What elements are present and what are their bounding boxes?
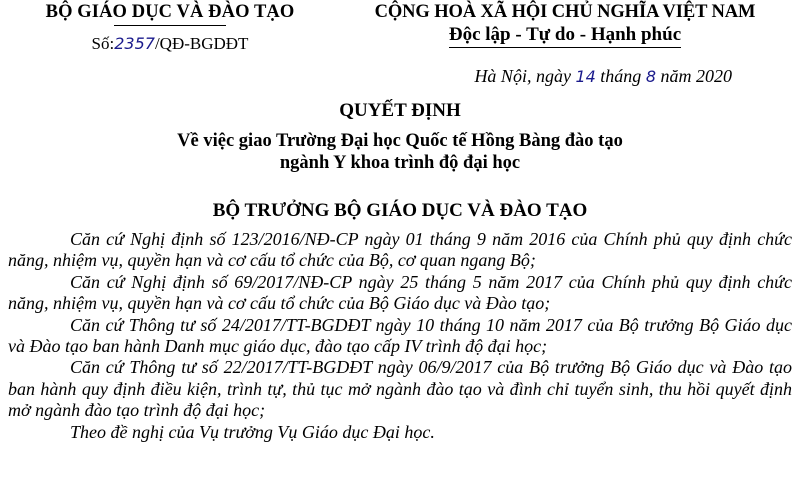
national-header-block xyxy=(330,2,800,48)
document-number-handwritten: 2357 xyxy=(114,34,155,54)
subject-line-1: Về việc giao Trường Đại học Quốc tế Hồng Bàng đào tạo xyxy=(177,131,623,151)
national-title: CỘNG HOÀ XÃ HỘI CHỦ NGHĨA VIỆT NAM xyxy=(374,2,756,22)
document-number-prefix: Số: xyxy=(91,34,115,54)
subject-line-2: ngành Y khoa trình độ đại học xyxy=(279,153,521,173)
legal-basis xyxy=(8,229,792,443)
place-and-date xyxy=(474,66,732,87)
date-day-handwritten: 14 xyxy=(575,67,596,86)
issuing-agency-block xyxy=(0,2,340,54)
legal-basis-paragraph: Căn cứ Nghị định số 123/2016/NĐ-CP ngày 01 tháng 9 năm 2016 của Chính phủ quy định chức năng, nhiệm vụ, quyền hạn và cơ cấu tổ chức của Bộ, cơ quan ngang Bộ; xyxy=(8,229,792,271)
date-year: năm 2020 xyxy=(660,66,732,86)
document-number-suffix: /QĐ-BGDĐT xyxy=(154,34,249,54)
national-motto-text: Độc lập - Tự do - Hạnh phúc xyxy=(448,24,682,45)
date-month-handwritten: 8 xyxy=(645,67,656,86)
motto-underline xyxy=(449,47,681,48)
national-motto xyxy=(449,24,681,48)
issuing-agency: BỘ GIÁO DỤC VÀ ĐÀO TẠO xyxy=(45,2,295,22)
agency-underline xyxy=(114,25,226,26)
legal-basis-paragraph: Căn cứ Thông tư số 22/2017/TT-BGDĐT ngày 06/9/2017 của Bộ trưởng Bộ Giáo dục và Đào tạo ban hành quy định điều kiện, trình tự, thủ tục mở ngành đào tạo và đình chỉ tuyển sinh, thu hồi quyết định mở ngành đào tạo trình độ đại học; xyxy=(8,357,792,421)
document-subject xyxy=(0,130,800,174)
legal-basis-paragraph: Căn cứ Thông tư số 24/2017/TT-BGDĐT ngày 10 tháng 10 năm 2017 của Bộ trưởng Bộ Giáo dục và Đào tạo ban hành Danh mục giáo dục, đào tạo cấp IV trình độ đại học; xyxy=(8,314,792,357)
document-title: QUYẾT ĐỊNH xyxy=(339,100,461,121)
legal-basis-paragraph: Căn cứ Nghị định số 69/2017/NĐ-CP ngày 25 tháng 5 năm 2017 của Chính phủ quy định chức năng, nhiệm vụ, quyền hạn và cơ cấu tổ chức của Bộ Giáo dục và Đào tạo; xyxy=(8,271,792,314)
document-number xyxy=(0,34,340,54)
place-date-prefix: Hà Nội, ngày xyxy=(474,66,571,86)
legal-basis-paragraph: Theo đề nghị của Vụ trưởng Vụ Giáo dục Đại học. xyxy=(70,421,435,442)
issuing-authority: BỘ TRƯỞNG BỘ GIÁO DỤC VÀ ĐÀO TẠO xyxy=(212,200,588,221)
date-month-label: tháng xyxy=(600,66,642,86)
